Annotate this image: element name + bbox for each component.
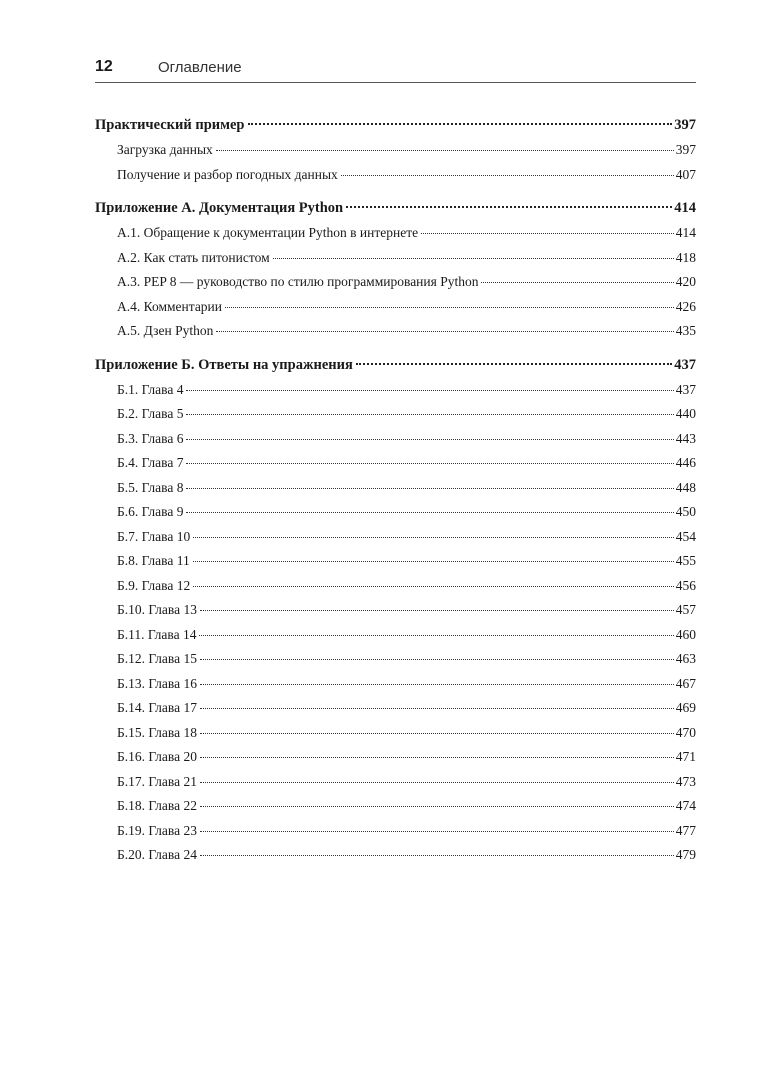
toc-entry-page: 448: [675, 479, 696, 495]
toc-entry-title: Практический пример: [95, 117, 245, 133]
dot-leader: [273, 257, 674, 259]
toc-entry-page: 479: [675, 847, 696, 862]
dot-leader: [248, 122, 673, 125]
toc-subsection-entry[interactable]: [95, 598, 696, 623]
dot-leader: [356, 362, 672, 365]
dot-leader: [186, 511, 673, 513]
toc-subsection-entry[interactable]: [95, 402, 696, 427]
dot-leader: [193, 536, 674, 538]
toc-subsection-entry[interactable]: [95, 246, 696, 271]
toc-subsection-entry[interactable]: [95, 319, 696, 344]
dot-leader: [225, 306, 674, 308]
dot-leader: [200, 707, 674, 709]
toc-entry-page: 477: [675, 822, 696, 838]
toc-entry-page: 456: [675, 577, 696, 593]
dot-leader: [200, 683, 674, 685]
toc-entry-title: Приложение Б. Ответы на упражнения: [95, 356, 353, 373]
toc-section-entry[interactable]: [95, 352, 696, 378]
toc-subsection-entry[interactable]: [95, 221, 696, 246]
toc-entry-title: Б.17. Глава 21: [117, 773, 197, 789]
toc-subsection-entry[interactable]: [95, 672, 696, 697]
toc-entry-title: Б.3. Глава 6: [117, 430, 184, 446]
toc-entry-title: А.3. PEP 8 — руководство по стилю программирования Python: [117, 274, 479, 289]
toc-entry-title: А.1. Обращение к документации Python в интернете: [117, 225, 419, 240]
toc-entry-title: Б.12. Глава 15: [117, 651, 197, 666]
dot-leader: [200, 732, 674, 734]
toc-entry-page: 474: [675, 798, 696, 813]
toc-subsection-entry[interactable]: [95, 843, 696, 868]
dot-leader: [200, 658, 674, 660]
toc-subsection-entry[interactable]: [95, 163, 696, 188]
toc-entry-title: Б.15. Глава 18: [117, 724, 197, 740]
toc-entry-title: Б.9. Глава 12: [117, 577, 191, 593]
dot-leader: [193, 585, 674, 587]
toc-entry-page: 469: [675, 700, 696, 715]
toc-entry-page: 455: [675, 553, 696, 568]
dot-leader: [186, 462, 673, 464]
dot-leader: [341, 174, 674, 176]
toc-subsection-entry[interactable]: [95, 476, 696, 501]
toc-entry-title: Б.13. Глава 16: [117, 675, 197, 691]
toc-entry-title: Приложение А. Документация Python: [95, 200, 344, 216]
toc-entry-title: Б.5. Глава 8: [117, 479, 184, 495]
toc-subsection-entry[interactable]: [95, 427, 696, 452]
toc-entry-page: 450: [675, 504, 696, 519]
table-of-contents: [95, 112, 696, 868]
toc-entry-page: 443: [675, 430, 696, 446]
toc-entry-page: 467: [675, 675, 696, 691]
toc-entry-page: 440: [675, 406, 696, 421]
dot-leader: [193, 560, 674, 562]
toc-entry-title: Б.1. Глава 4: [117, 381, 184, 397]
toc-entry-page: 473: [675, 773, 696, 789]
dot-leader: [200, 781, 674, 783]
dot-leader: [200, 854, 674, 856]
toc-section-entry[interactable]: [95, 195, 696, 221]
toc-subsection-entry[interactable]: [95, 647, 696, 672]
toc-entry-title: Б.20. Глава 24: [117, 847, 197, 862]
toc-subsection-entry[interactable]: [95, 549, 696, 574]
toc-subsection-entry[interactable]: [95, 451, 696, 476]
toc-entry-title: Загрузка данных: [117, 142, 213, 157]
dot-leader: [200, 609, 674, 611]
toc-entry-title: Б.11. Глава 14: [117, 626, 197, 642]
toc-section-entry[interactable]: [95, 112, 696, 138]
toc-entry-title: Получение и разбор погодных данных: [117, 166, 338, 182]
toc-subsection-entry[interactable]: [95, 378, 696, 403]
dot-leader: [186, 389, 673, 391]
dot-leader: [186, 487, 673, 489]
toc-entry-title: Б.8. Глава 11: [117, 553, 190, 568]
toc-subsection-entry[interactable]: [95, 138, 696, 163]
toc-entry-page: 397: [674, 117, 696, 133]
dot-leader: [481, 281, 673, 283]
toc-subsection-entry[interactable]: [95, 696, 696, 721]
dot-leader: [346, 205, 672, 208]
toc-entry-title: Б.6. Глава 9: [117, 504, 184, 519]
dot-leader: [216, 330, 673, 332]
toc-entry-page: 471: [675, 749, 696, 764]
toc-subsection-entry[interactable]: [95, 623, 696, 648]
toc-entry-page: 420: [675, 274, 696, 289]
toc-subsection-entry[interactable]: [95, 525, 696, 550]
toc-entry-title: Б.7. Глава 10: [117, 528, 191, 544]
toc-entry-title: Б.10. Глава 13: [117, 602, 197, 617]
toc-subsection-entry[interactable]: [95, 295, 696, 320]
toc-entry-title: Б.18. Глава 22: [117, 798, 197, 813]
toc-entry-page: 426: [675, 298, 696, 314]
toc-subsection-entry[interactable]: [95, 794, 696, 819]
toc-entry-page: 437: [674, 356, 696, 373]
toc-entry-title: Б.19. Глава 23: [117, 822, 197, 838]
dot-leader: [186, 438, 673, 440]
toc-entry-title: Б.14. Глава 17: [117, 700, 197, 715]
dot-leader: [200, 830, 674, 832]
toc-entry-page: 470: [675, 724, 696, 740]
toc-entry-title: Б.16. Глава 20: [117, 749, 197, 764]
toc-entry-title: А.2. Как стать питонистом: [117, 249, 270, 265]
toc-entry-page: 414: [675, 225, 696, 240]
toc-subsection-entry[interactable]: [95, 770, 696, 795]
toc-entry-page: 446: [675, 455, 696, 470]
toc-subsection-entry[interactable]: [95, 819, 696, 844]
toc-entry-title: Б.4. Глава 7: [117, 455, 184, 470]
toc-entry-page: 463: [675, 651, 696, 666]
page-number: 12: [95, 58, 113, 75]
toc-entry-page: 414: [674, 200, 696, 216]
toc-entry-page: 435: [675, 323, 696, 338]
dot-leader: [216, 149, 674, 151]
toc-subsection-entry[interactable]: [95, 500, 696, 525]
dot-leader: [199, 634, 673, 636]
toc-entry-page: 397: [675, 142, 696, 157]
toc-entry-title: Б.2. Глава 5: [117, 406, 184, 421]
toc-entry-page: 407: [675, 166, 696, 182]
dot-leader: [200, 805, 674, 807]
dot-leader: [200, 756, 674, 758]
toc-entry-title: А.5. Дзен Python: [117, 323, 214, 338]
toc-subsection-entry[interactable]: [95, 745, 696, 770]
dot-leader: [421, 232, 674, 234]
toc-entry-page: 437: [675, 381, 696, 397]
page-header: [95, 56, 696, 83]
toc-entry-title: А.4. Комментарии: [117, 298, 223, 314]
toc-entry-page: 418: [675, 249, 696, 265]
toc-subsection-entry[interactable]: [95, 270, 696, 295]
toc-subsection-entry[interactable]: [95, 574, 696, 599]
toc-entry-page: 457: [675, 602, 696, 617]
dot-leader: [186, 413, 673, 415]
toc-entry-page: 454: [675, 528, 696, 544]
toc-entry-page: 460: [675, 626, 696, 642]
running-head: Оглавление: [158, 59, 242, 76]
toc-subsection-entry[interactable]: [95, 721, 696, 746]
